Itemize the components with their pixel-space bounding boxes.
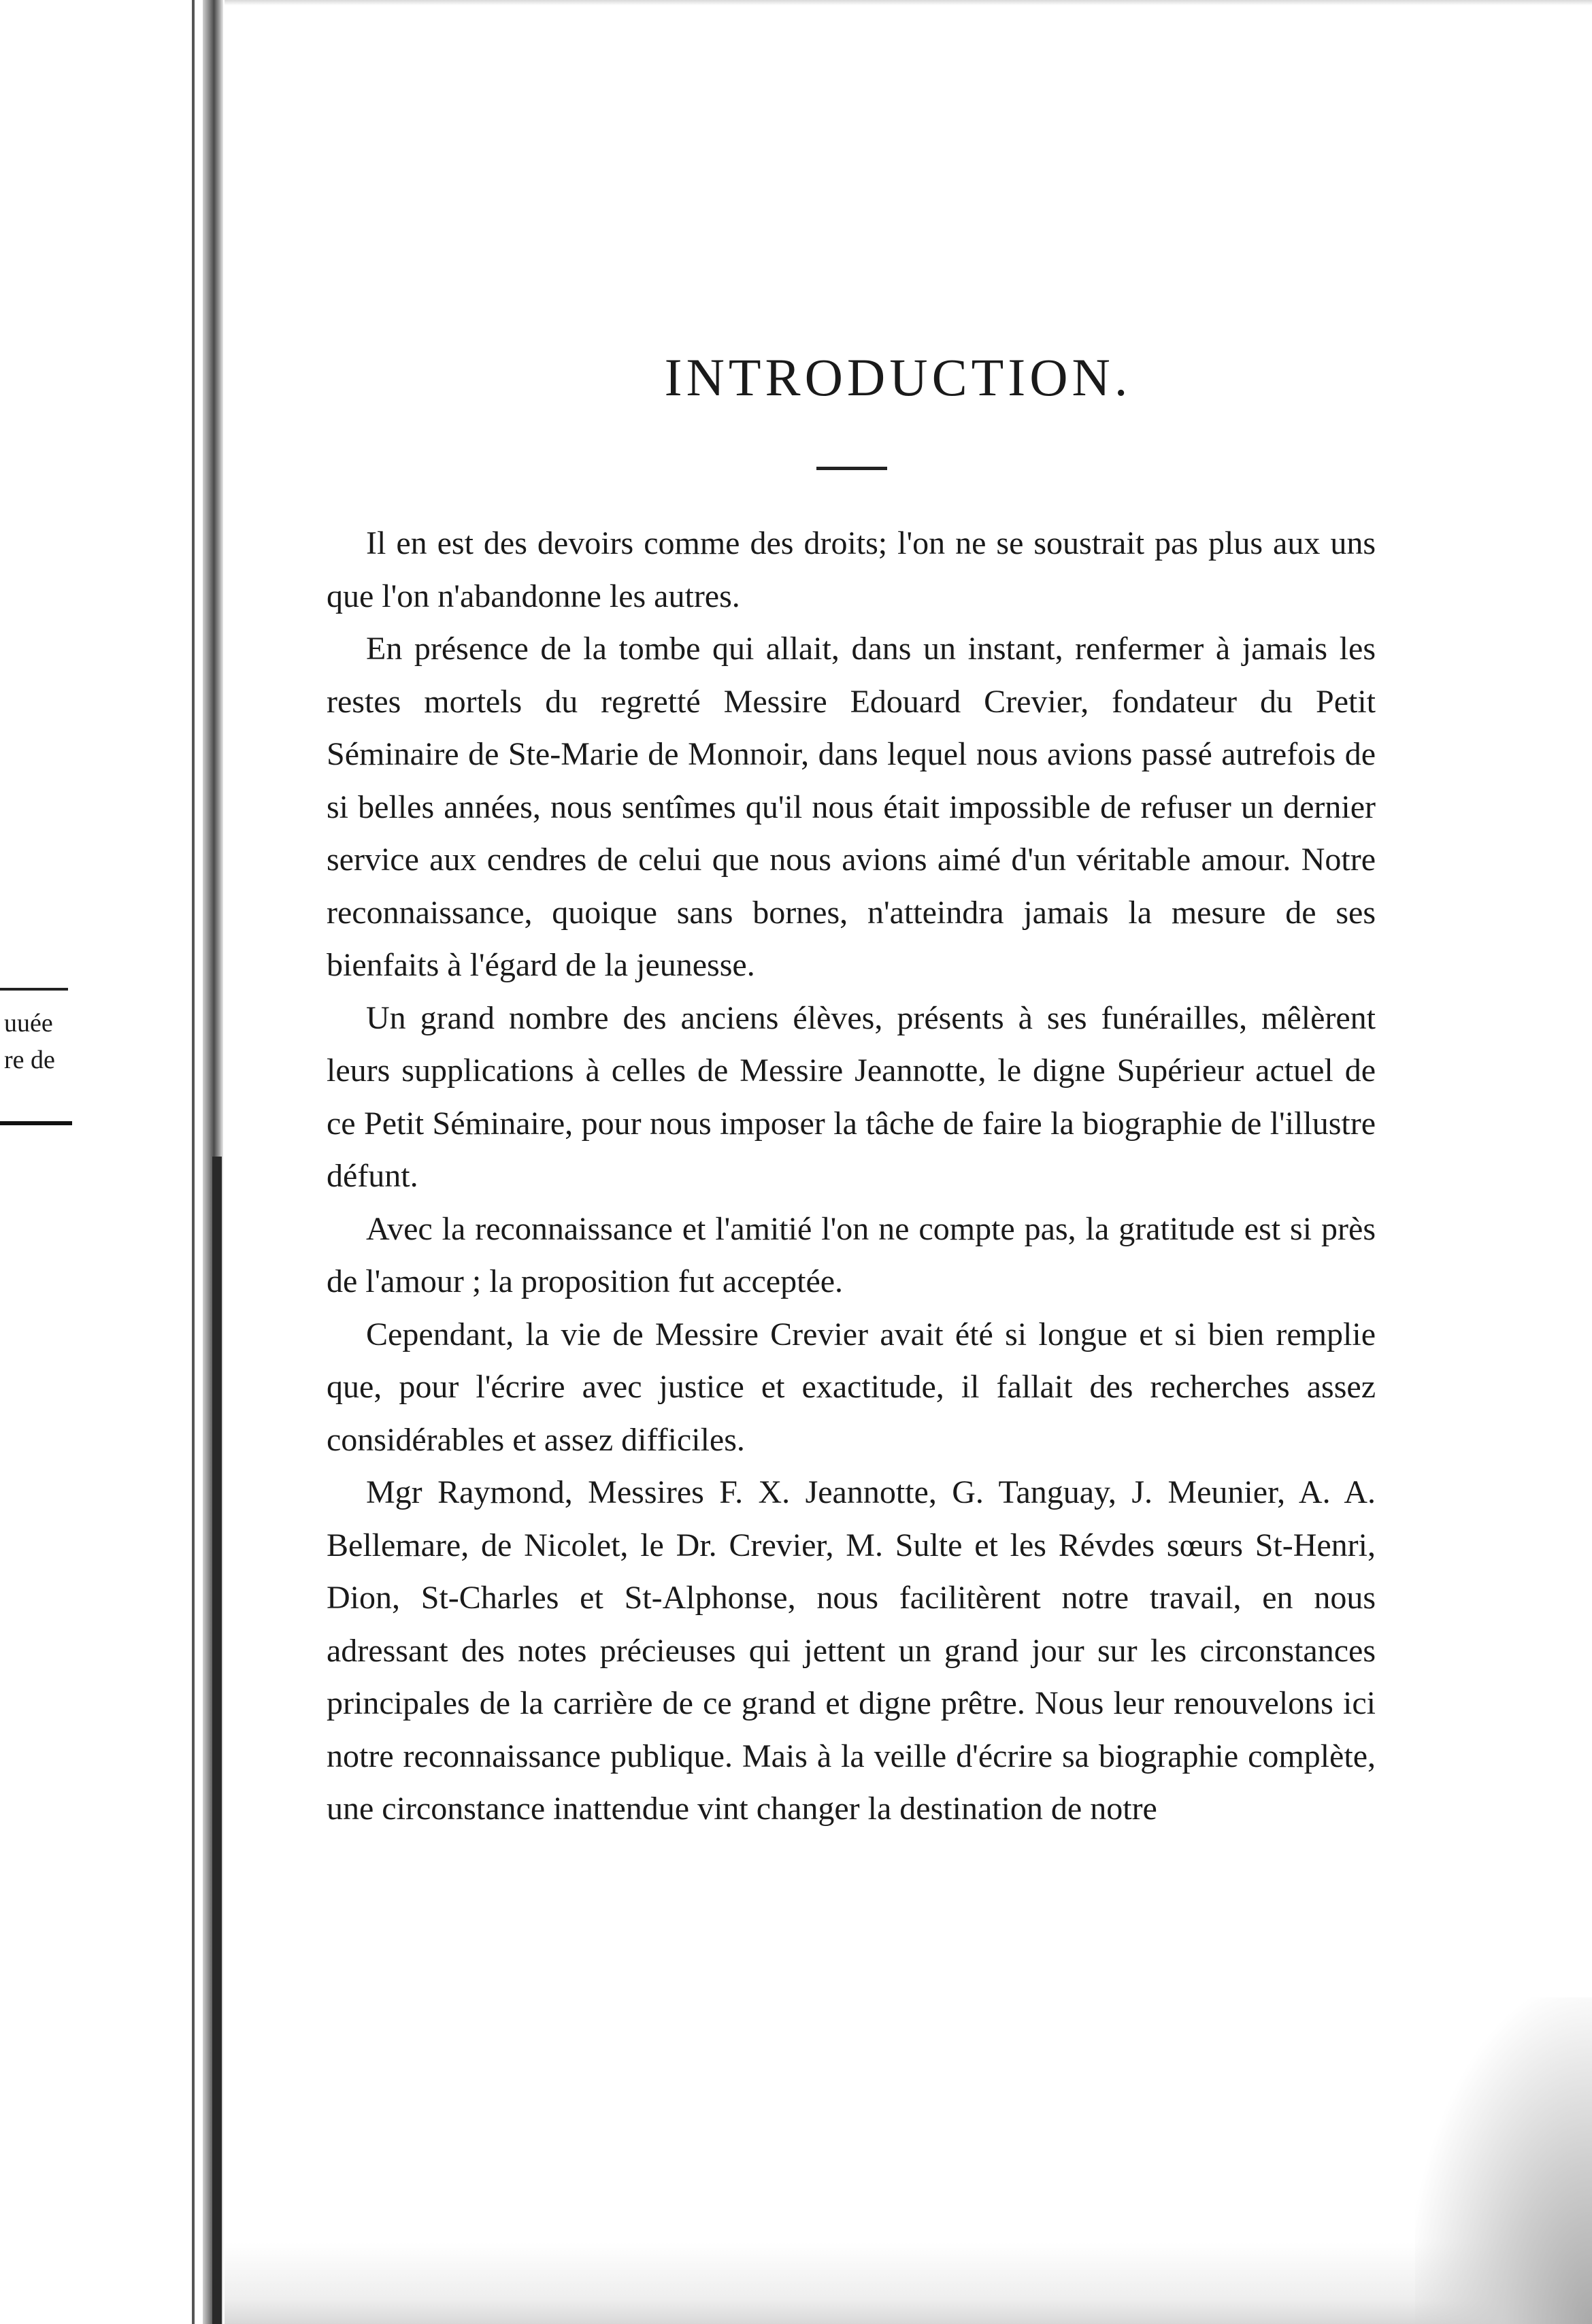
binding-shadow [212, 1157, 222, 2324]
paragraph: Un grand nombre des anciens élèves, présents à ses funérailles, mêlèrent leurs supplications à celles de Messire Jeannotte, le digne Supérieur actuel de ce Petit Séminaire, pour nous imposer la tâche de faire la biographie de l'illustre défunt. [327, 999, 1376, 1194]
facing-page-top-rule [0, 988, 68, 991]
facing-page-text-fragment: uuée [4, 1009, 53, 1038]
paragraph: Mgr Raymond, Messires F. X. Jeannotte, G. Tanguay, J. Meunier, A. A. Bellemare, de Nicolet, le Dr. Crevier, M. Sulte et les Révdes sœurs St-Henri, Dion, St-Charles et St-Alphonse, nous facilitèrent notre travail, en nous adressant des notes précieuses qui jettent un grand jour sur les circonstances principales de la carrière de ce grand et digne prêtre. Nous leur renouvelons ici notre reconnaissance publique. Mais à la veille d'écrire sa biographie complète, une circonstance inattendue vint changer la destination de notre [327, 1474, 1376, 1827]
title-divider [816, 467, 887, 470]
body-text [327, 517, 1376, 1836]
facing-page-text-fragment: re de [4, 1046, 55, 1074]
facing-page-bottom-rule [0, 1121, 72, 1125]
page-bottom-shadow [225, 2242, 1592, 2324]
paragraph: Il en est des devoirs comme des droits; l'on ne se soustrait pas plus aux uns que l'on n'abandonne les autres. [327, 525, 1376, 614]
paragraph: Avec la reconnaissance et l'amitié l'on ne compte pas, la gratitude est si près de l'amour ; la proposition fut acceptée. [327, 1210, 1376, 1299]
page-corner-shadow [1415, 1997, 1592, 2324]
page-top-edge [225, 0, 1592, 5]
paragraph: En présence de la tombe qui allait, dans un instant, renfermer à jamais les restes mortels du regretté Messire Edouard Crevier, fondateur du Petit Séminaire de Ste-Marie de Monnoir, dans lequel nous avions passé autrefois de si belles années, nous sentîmes qu'il nous était impossible de refuser un dernier service aux cendres de celui que nous avions aimé d'un véritable amour. Notre reconnaissance, quoique sans bornes, n'atteindra jamais la mesure de ses bienfaits à l'égard de la jeunesse. [327, 631, 1376, 983]
paragraph: Cependant, la vie de Messire Crevier avait été si longue et si bien remplie que, pour l'écrire avec justice et exactitude, il fallait des recherches assez considérables et assez difficiles. [327, 1316, 1376, 1458]
page-title: INTRODUCTION. [664, 348, 1132, 407]
